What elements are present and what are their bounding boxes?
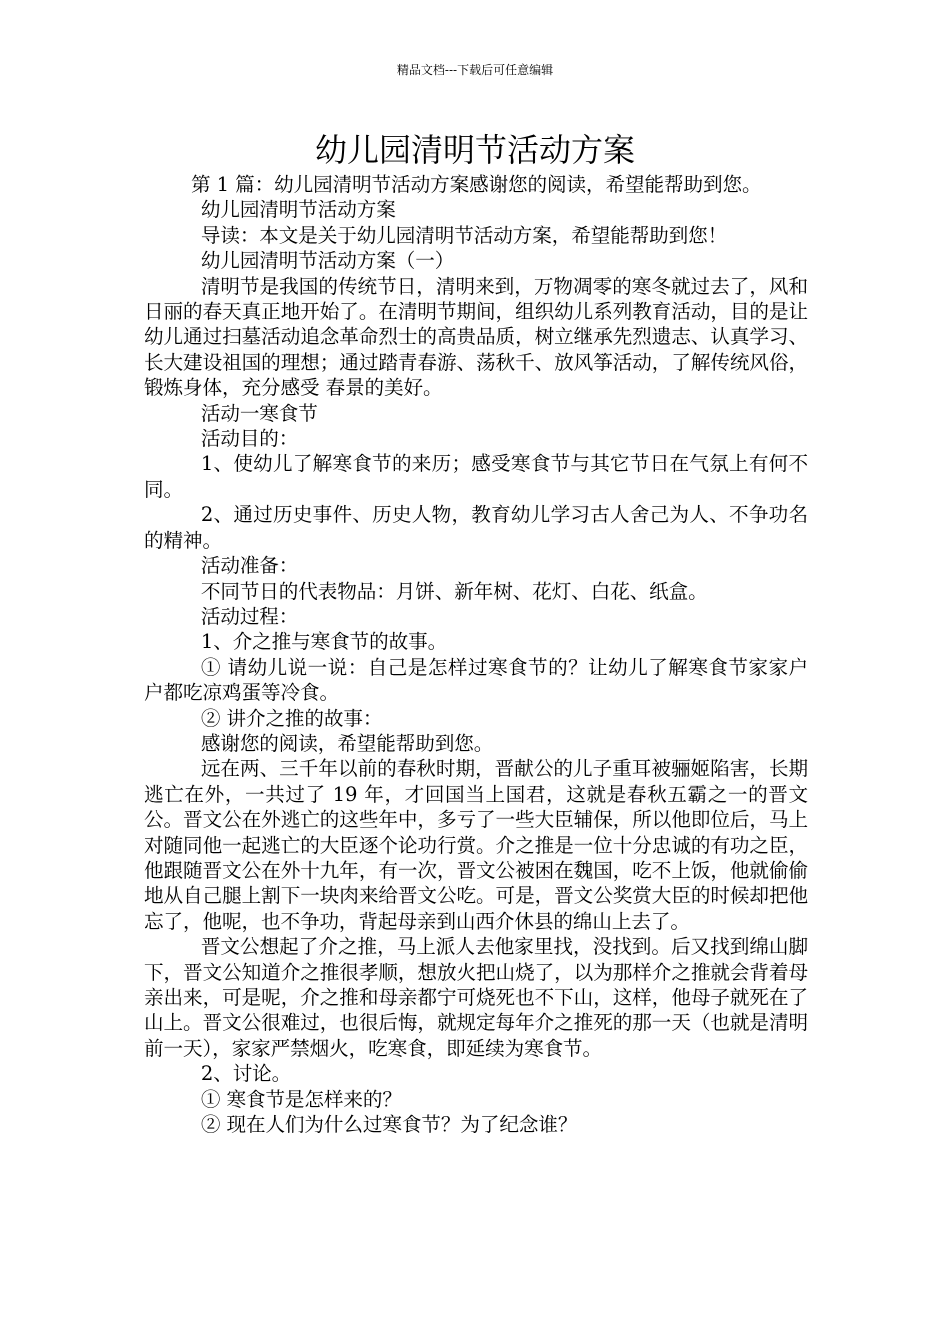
paragraph: 第 1 篇：幼儿园清明节活动方案感谢您的阅读，希望能帮助到您。: [191, 173, 762, 196]
paragraph: 1、介之推与寒食节的故事。: [200, 630, 448, 654]
paragraph: 幼儿园清明节活动方案: [200, 198, 396, 222]
paragraph: 活动准备：: [200, 554, 299, 578]
paragraph: 2、讨论。: [200, 1062, 292, 1086]
document-body: [144, 172, 808, 1137]
document-title: 幼儿园清明节活动方案: [314, 131, 635, 169]
paragraph: 晋文公想起了介之推，马上派人去他家里找，没找到。后又找到绵山脚下，晋文公知道介之推很孝顺，想放火把山烧了，以为那样介之推就会背着母亲出来，可是呢，介之推和母亲都宁可烧死也不下山，这样，他母子就死在了山上。晋文公很难过，也很后悔，就规定每年介之推死的那一天（也就是清明前一天），家家严禁烟火，吃寒食，即延续为寒食节。: [144, 935, 808, 1060]
paragraph: ② 讲介之推的故事：: [200, 706, 383, 730]
paragraph: 活动目的：: [200, 427, 299, 451]
page-header: 精品文档---下载后可任意编辑: [396, 63, 554, 77]
paragraph: 不同节日的代表物品：月饼、新年树、花灯、白花、纸盒。: [200, 579, 708, 603]
paragraph: 1、使幼儿了解寒食节的来历；感受寒食节与其它节日在气氛上有何不同。: [144, 452, 808, 501]
paragraph: 2、通过历史事件、历史人物，教育幼儿学习古人舍己为人、不争功名的精神。: [144, 503, 808, 552]
paragraph: 感谢您的阅读，希望能帮助到您。: [200, 731, 494, 755]
paragraph: 幼儿园清明节活动方案（一）: [200, 249, 455, 273]
paragraph: 导读：本文是关于幼儿园清明节活动方案，希望能帮助到您！: [200, 223, 728, 247]
paragraph: ① 寒食节是怎样来的？: [200, 1087, 402, 1111]
paragraph: 活动过程：: [200, 604, 299, 628]
paragraph: 清明节是我国的传统节日，清明来到，万物凋零的寒冬就过去了，风和日丽的春天真正地开始了。在清明节期间，组织幼儿系列教育活动，目的是让幼儿通过扫墓活动追念革命烈士的高贵品质，树立继承先烈遗志、认真学习、长大建设祖国的理想；通过踏青春游、荡秋千、放风筝活动，了解传统风俗，锻炼身体，充分感受 春景的美好。: [144, 274, 808, 400]
paragraph: ① 请幼儿说一说：自己是怎样过寒食节的？让幼儿了解寒食节家家户户都吃凉鸡蛋等冷食。: [144, 655, 808, 705]
paragraph: 活动一寒食节: [200, 401, 318, 425]
paragraph: 远在两、三千年以前的春秋时期，晋献公的儿子重耳被骊姬陷害，长期逃亡在外，一共过了 19 年，才回国当上国君，这就是春秋五霸之一的晋文公。晋文公在外逃亡的这些年中，多亏了一些大臣辅保，所以他即位后，马上对随同他一起逃亡的大臣逐个论功行赏。介之推是一位十分忠诚的有功之臣，他跟随晋文公在外十九年，有一次，晋文公被困在魏国，吃不上饭，他就偷偷地从自己腿上割下一块肉来给晋文公吃。可是，晋文公奖赏大臣的时候却把他忘了，他呢，也不争功，背起母亲到山西介休县的绵山上去了。: [144, 757, 808, 933]
paragraph: ② 现在人们为什么过寒食节？为了纪念谁？: [200, 1113, 578, 1137]
